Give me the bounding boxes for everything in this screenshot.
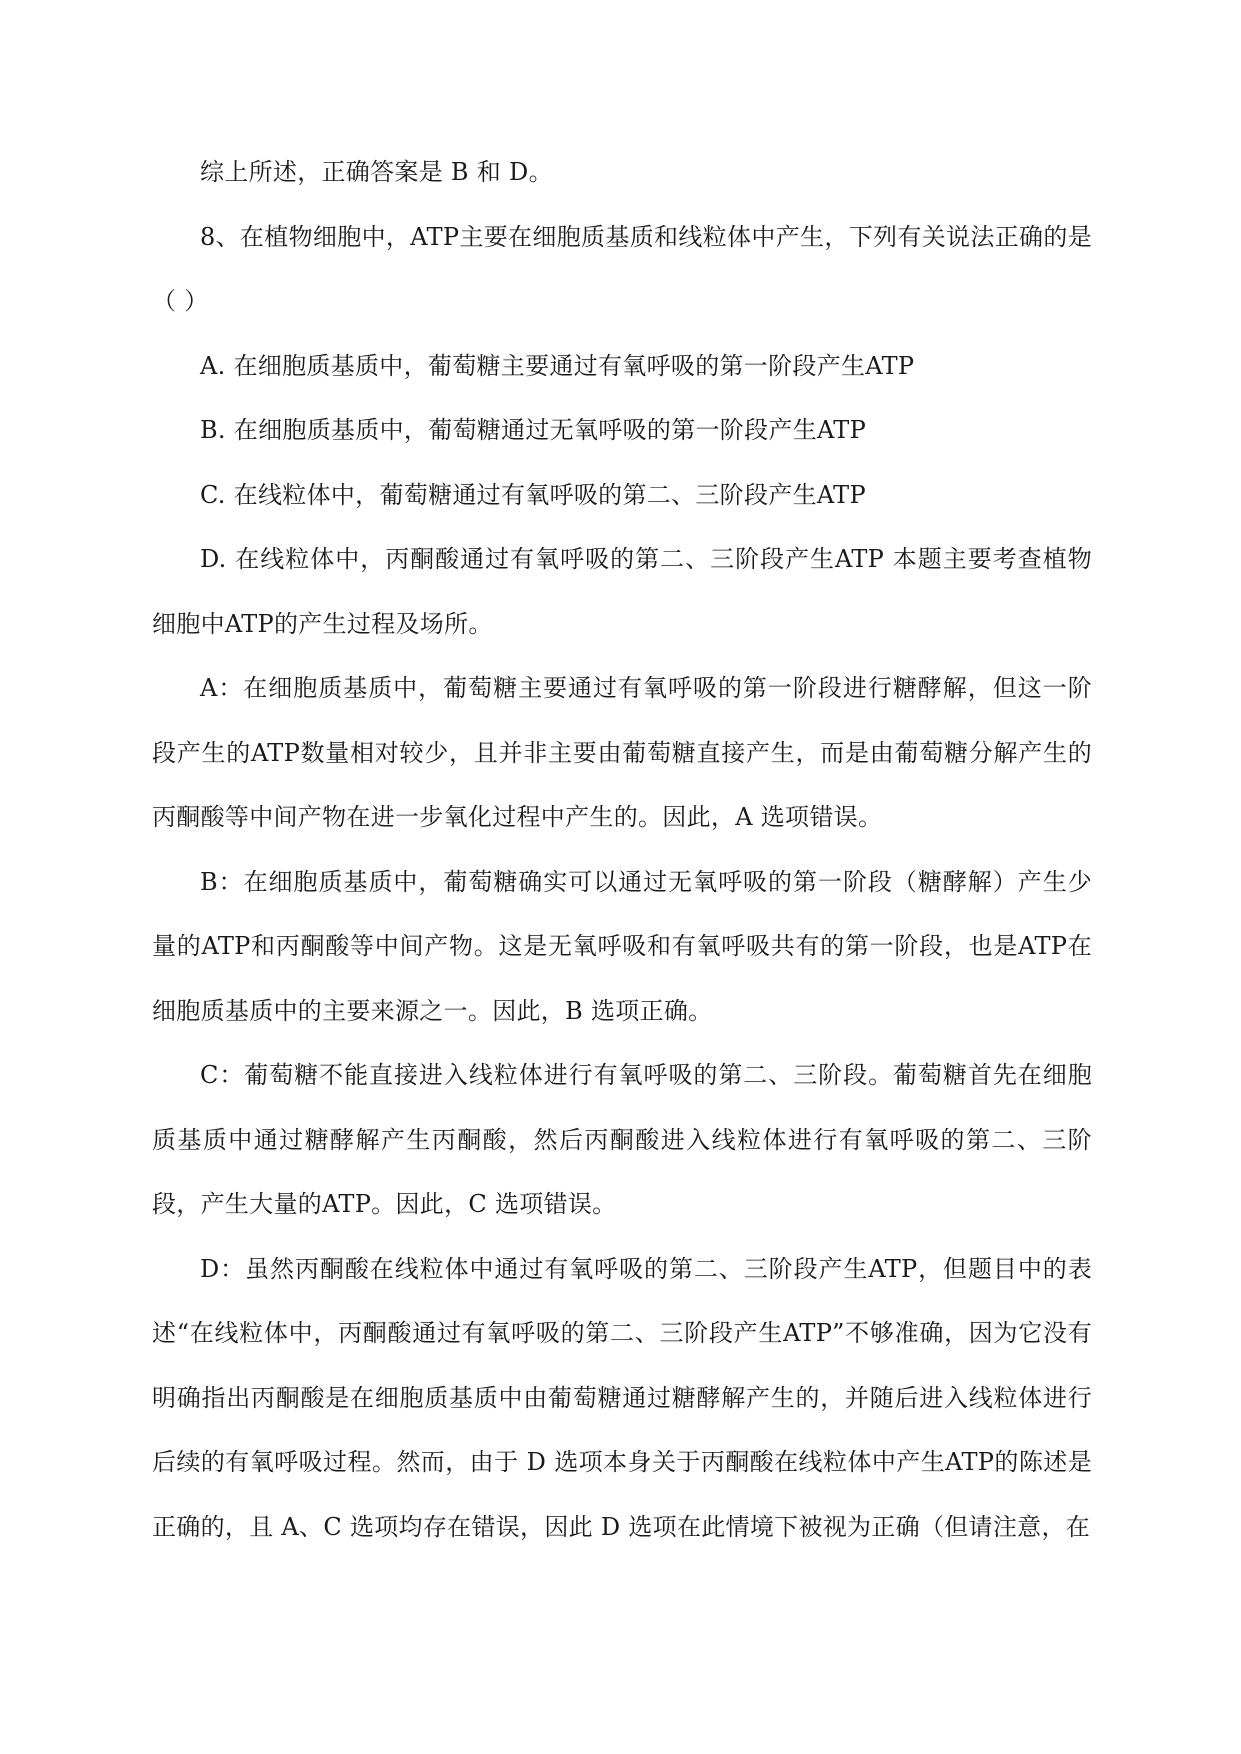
- document-page: [152, 140, 1092, 1559]
- option-d: D. 在线粒体中，丙酮酸通过有氧呼吸的第二、三阶段产生ATP 本题主要考查植物细胞中ATP的产生过程及场所。: [152, 545, 1092, 638]
- explanation-a: A：在细胞质基质中，葡萄糖主要通过有氧呼吸的第一阶段进行糖酵解，但这一阶段产生的ATP数量相对较少，且并非主要由葡萄糖直接产生，而是由葡萄糖分解产生的丙酮酸等中间产物在进一步氧化过程中产生的。因此，A 选项错误。: [152, 674, 1092, 831]
- option-a: A. 在细胞质基质中，葡萄糖主要通过有氧呼吸的第一阶段产生ATP: [200, 351, 915, 380]
- summary-paragraph: 综上所述，正确答案是 B 和 D。: [200, 158, 553, 186]
- explanation-c: C：葡萄糖不能直接进入线粒体进行有氧呼吸的第二、三阶段。葡萄糖首先在细胞质基质中通过糖酵解产生丙酮酸，然后丙酮酸进入线粒体进行有氧呼吸的第二、三阶段，产生大量的ATP。因此，C 选项错误。: [152, 1061, 1092, 1218]
- explanation-d: D：虽然丙酮酸在线粒体中通过有氧呼吸的第二、三阶段产生ATP，但题目中的表述“在线粒体中，丙酮酸通过有氧呼吸的第二、三阶段产生ATP”不够准确，因为它没有明确指出丙酮酸是在细胞质基质中由葡萄糖通过糖酵解产生的，并随后进入线粒体进行后续的有氧呼吸过程。然而，由于 D 选项本身关于丙酮酸在线粒体中产生ATP的陈述是正确的，且 A、C 选项均存在错误，因此 D 选项在此情境下被视为正确（但请注意，在: [152, 1254, 1092, 1541]
- explanation-b: B：在细胞质基质中，葡萄糖确实可以通过无氧呼吸的第一阶段（糖酵解）产生少量的ATP和丙酮酸等中间产物。这是无氧呼吸和有氧呼吸共有的第一阶段，也是ATP在细胞质基质中的主要来源之一。因此，B 选项正确。: [152, 867, 1092, 1025]
- question-stem: 8、在植物细胞中，ATP主要在细胞质基质和线粒体中产生，下列有关说法正确的是（ ）: [152, 222, 1092, 315]
- option-b: B. 在细胞质基质中，葡萄糖通过无氧呼吸的第一阶段产生ATP: [200, 416, 867, 444]
- option-c: C. 在线粒体中，葡萄糖通过有氧呼吸的第二、三阶段产生ATP: [200, 480, 866, 509]
